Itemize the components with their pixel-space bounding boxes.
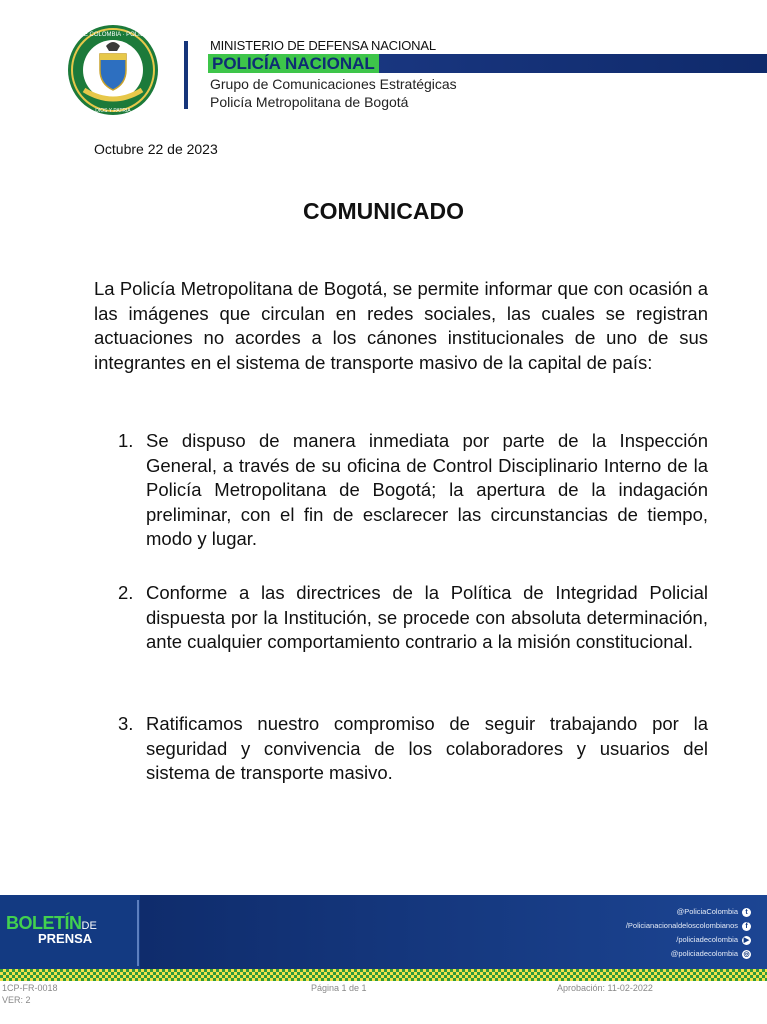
facebook-icon: f [742,922,751,931]
list-item-text: Conforme a las directrices de la Política de Integridad Policial dispuesta por la Institución, se procede con absoluta determinación, ante cualquier comportamiento contrario a la misión constitucional. [146,582,708,652]
list-item-2 [94,581,708,655]
twitter-icon: t [742,908,751,917]
unit-name: Policía Metropolitana de Bogotá [210,94,409,110]
form-version: VER: 2 [2,995,31,1005]
form-code: 1CP-FR-0018 [2,983,58,993]
institution-name: POLICÍA NACIONAL [208,54,379,73]
social-twitter[interactable] [677,907,751,917]
intro-paragraph: La Policía Metropolitana de Bogotá, se permite informar que con ocasión a las imágenes que circulan en redes sociales, las cuales se registran actuaciones no acordes a los cánones institucionales de uno de sus integrantes en el sistema de transporte masivo de la capital de país: [94,278,708,373]
document-title: COMUNICADO [303,198,464,224]
checkered-strip [0,969,767,981]
social-instagram[interactable] [671,949,751,959]
social-handle: /Policianacionaldeloscolombianos [625,921,738,930]
social-handle: /policiadecolombia [676,935,738,944]
youtube-icon: ▶ [743,936,750,944]
list-item-text: Ratificamos nuestro compromiso de seguir trabajando por la seguridad y convivencia de los colaboradores y usuarios del sistema de transporte masivo. [146,713,708,783]
footer-divider [137,900,139,966]
prensa-word: PRENSA [38,931,93,946]
list-item-text: Se dispuso de manera inmediata por parte de la Inspección General, a través de su oficina de Control Disciplinario Interno de la Policía Metropolitana de Bogotá; la apertura de la indagación preliminar, con el fin de esclarecer las circunstancias de tiempo, modo y lugar. [146,430,708,549]
header-divider [184,41,188,109]
document-date: Octubre 22 de 2023 [94,141,218,157]
ministry-name: MINISTERIO DE DEFENSA NACIONAL [210,38,436,53]
social-facebook[interactable] [626,921,751,931]
list-item-1 [94,429,708,552]
list-item-number: 3. [118,713,134,734]
boletin-de: DE [81,920,97,932]
seal-motto: DIOS Y PATRIA [95,108,131,114]
list-item-number: 2. [118,582,134,603]
police-seal-logo [44,24,182,116]
social-youtube[interactable] [676,935,751,945]
footer-social-panel [140,895,767,970]
approval-date: Aprobación: 11-02-2022 [557,983,653,993]
group-name: Grupo de Comunicaciones Estratégicas [210,76,457,92]
seal-text: REPÚBLICA DE COLOMBIA · POLICÍA NACIONAL [44,32,182,38]
institution-band [208,54,767,73]
instagram-icon: ◎ [743,950,750,958]
list-item-number: 1. [118,430,134,451]
page-number: Página 1 de 1 [311,983,367,993]
social-handle: @policiadecolombia [670,949,738,958]
boletin-word: BOLETÍN [6,913,82,933]
list-item-3 [94,712,708,786]
social-handle: @PoliciaColombia [676,907,738,916]
